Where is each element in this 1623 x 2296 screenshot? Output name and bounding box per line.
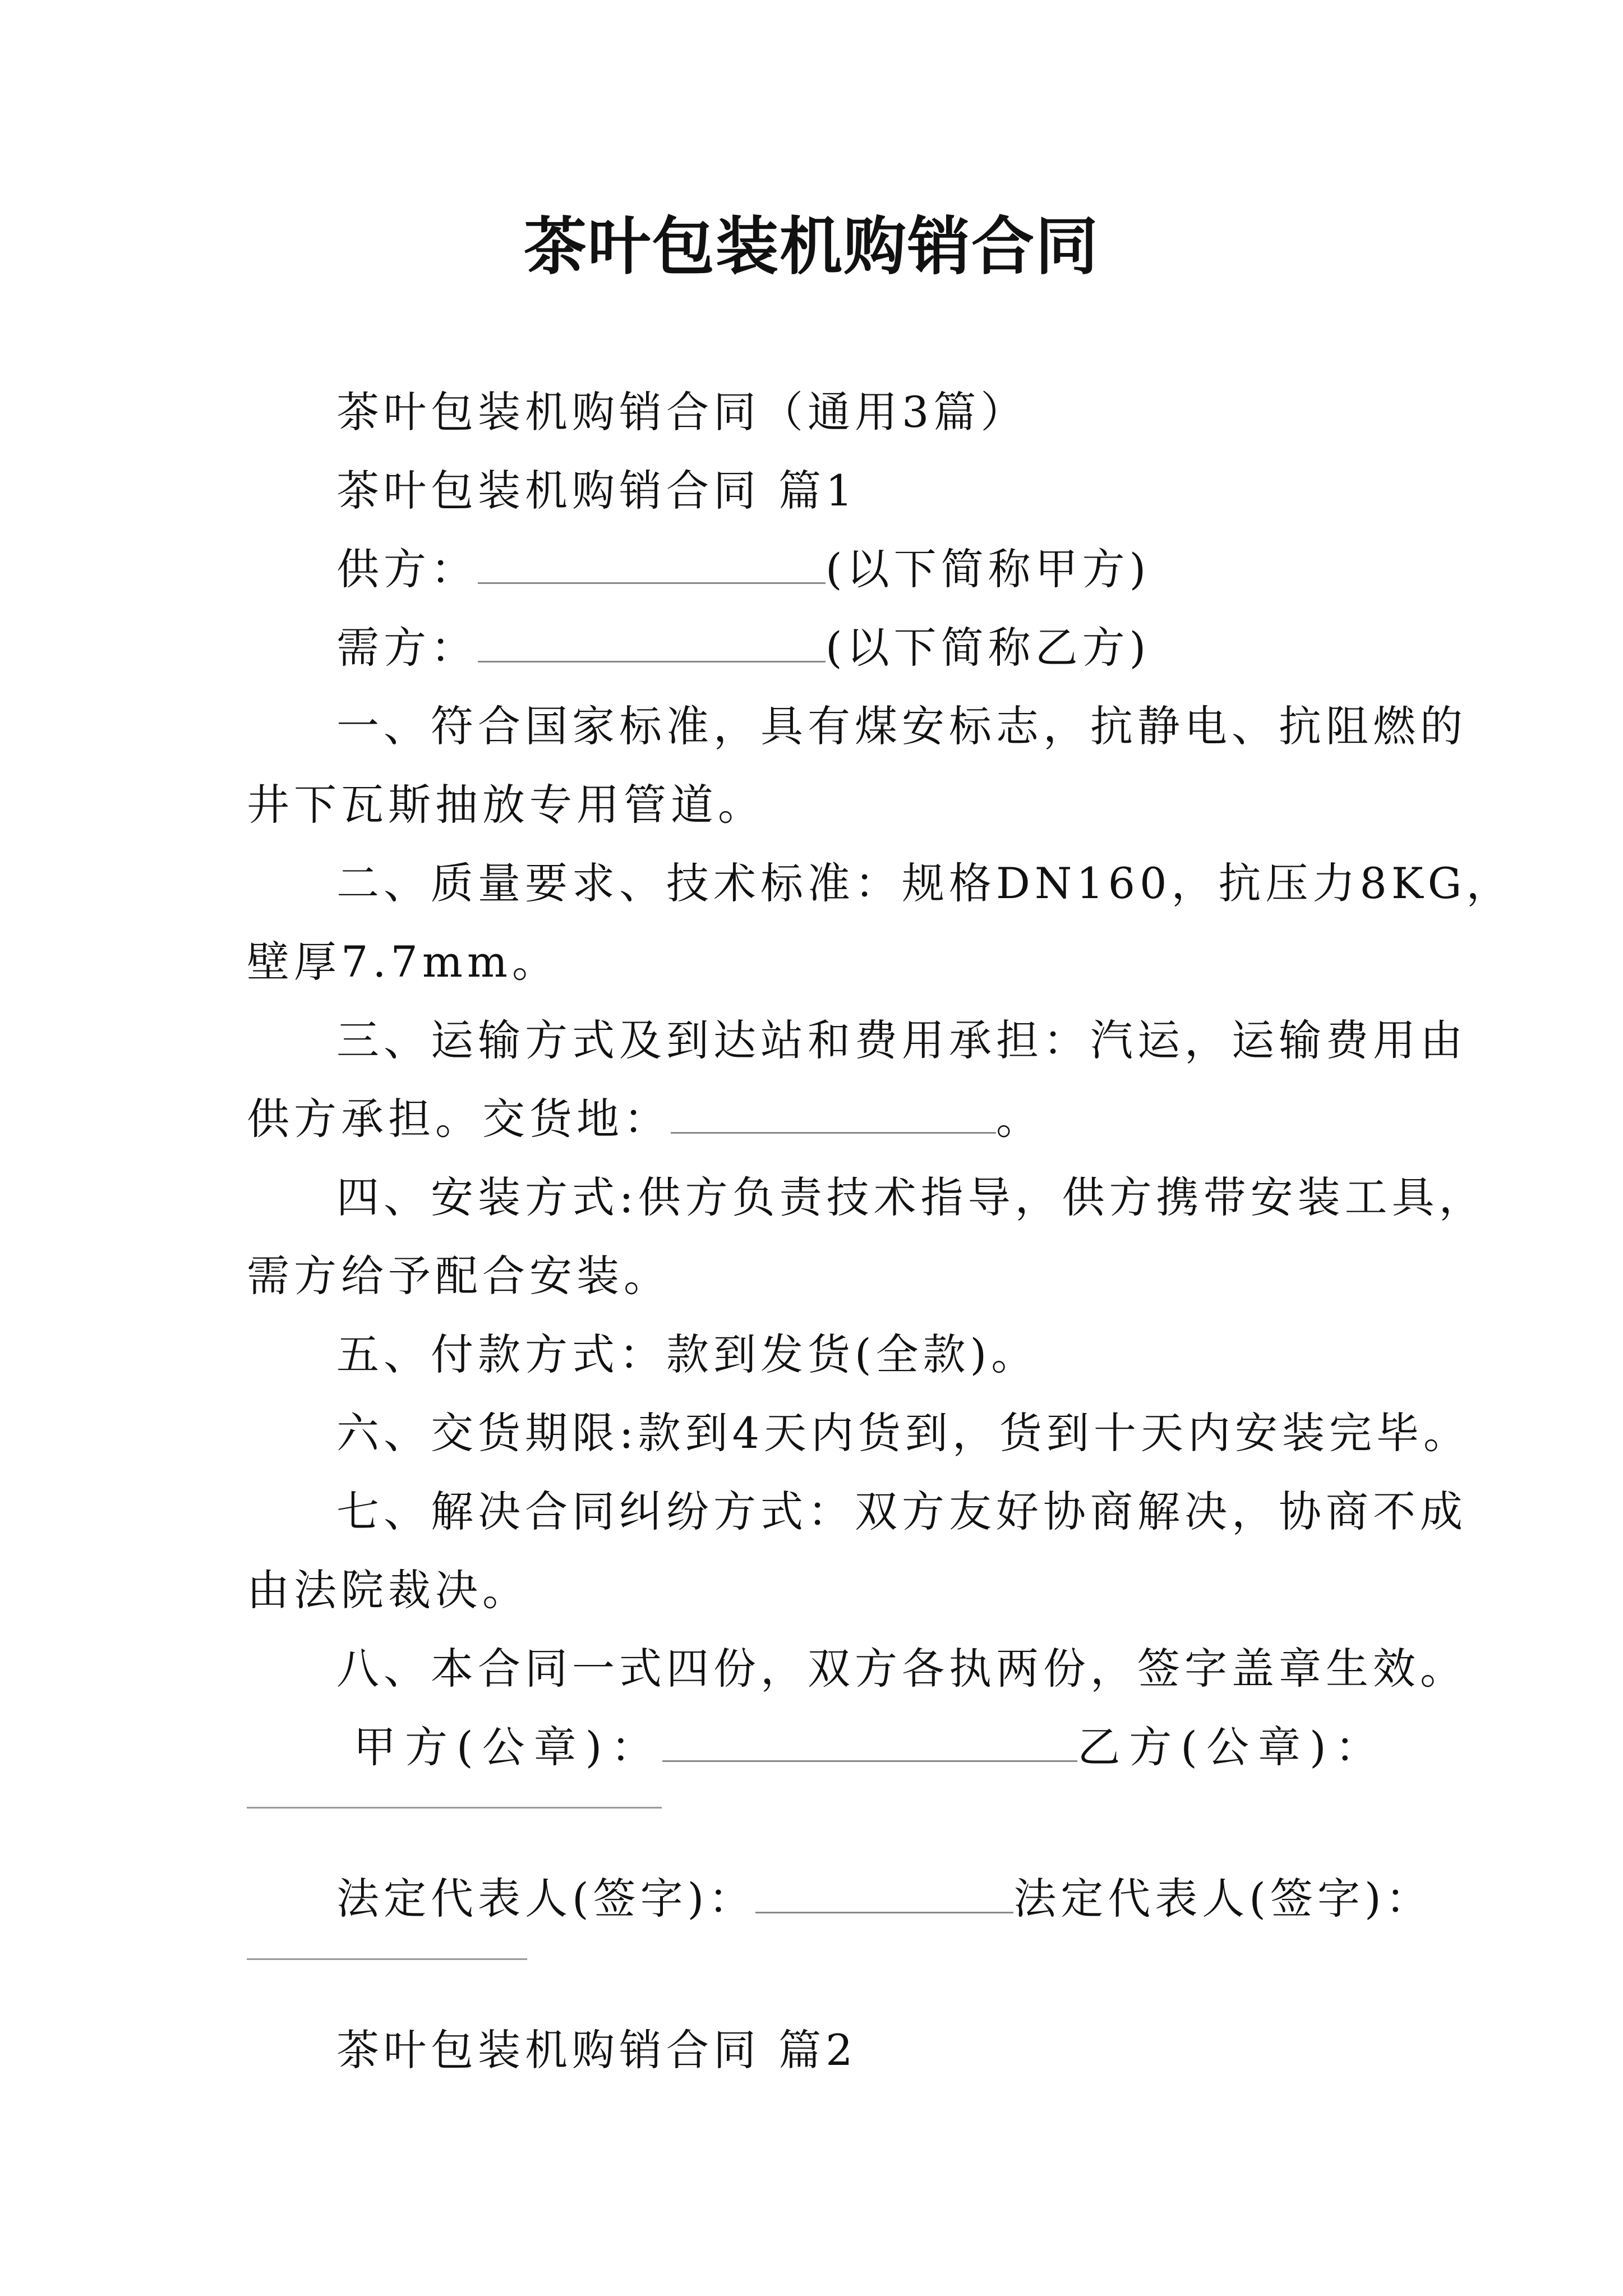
party-b-rep-blank [247, 1958, 527, 1960]
delivery-location-blank [671, 1093, 996, 1134]
clause-4-line-1: 四、安装方式:供方负责技术指导，供方携带安装工具， [336, 1172, 1486, 1222]
party-a-rep-label: 法定代表人(签字)： [336, 1874, 756, 1924]
document-title: 茶叶包装机购销合同 [524, 210, 1099, 283]
clause-3-line-1: 三、运输方式及到达站和费用承担：汽运，运输费用由 [336, 1015, 1467, 1065]
buyer-blank [478, 622, 826, 662]
party-b-seal-label: 乙方(公章)： [1077, 1722, 1387, 1772]
clause-7-line-1: 七、解决合同纠纷方式：双方友好协商解决，协商不成 [336, 1487, 1467, 1536]
party-a-rep-blank [755, 1872, 1013, 1913]
clause-3-end: 。 [996, 1094, 1043, 1144]
clause-2-line-2: 壁厚7.7mm。 [247, 937, 559, 987]
representative-line [336, 1868, 1492, 1930]
clause-1-line-2: 井下瓦斯抽放专用管道。 [247, 780, 765, 830]
clause-4-line-2: 需方给予配合安装。 [247, 1251, 671, 1301]
buyer-line [336, 617, 1492, 679]
buyer-suffix: (以下简称乙方) [826, 623, 1151, 673]
supplier-suffix: (以下简称甲方) [826, 544, 1151, 594]
document-subtitle: 茶叶包装机购销合同（通用3篇） [336, 387, 1028, 437]
clause-3-line-2 [247, 1088, 1402, 1150]
supplier-label: 供方： [336, 544, 478, 594]
party-a-seal-blank [662, 1721, 1077, 1762]
part2-heading: 茶叶包装机购销合同 篇2 [336, 2025, 857, 2075]
buyer-label: 需方： [336, 623, 478, 673]
part1-heading: 茶叶包装机购销合同 篇1 [336, 466, 857, 516]
supplier-line [336, 539, 1492, 600]
seal-line [353, 1717, 1509, 1778]
clause-6: 六、交货期限:款到4天内货到，货到十天内安装完毕。 [336, 1408, 1470, 1458]
clause-1-line-1: 一、符合国家标准，具有煤安标志，抗静电、抗阻燃的 [336, 701, 1467, 751]
clause-8: 八、本合同一式四份，双方各执两份，签字盖章生效。 [336, 1644, 1467, 1694]
supplier-blank [478, 543, 826, 584]
party-b-rep-label: 法定代表人(签字)： [1013, 1874, 1433, 1924]
clause-7-line-2: 由法院裁决。 [247, 1565, 529, 1615]
clause-5: 五、付款方式：款到发货(全款)。 [336, 1329, 1039, 1379]
party-b-seal-blank [247, 1806, 662, 1809]
clause-2-line-1: 二、质量要求、技术标准：规格DN160，抗压力8KG， [336, 858, 1514, 908]
delivery-location-label: 供方承担。交货地： [247, 1094, 671, 1144]
party-a-seal-label: 甲方(公章)： [353, 1722, 663, 1772]
